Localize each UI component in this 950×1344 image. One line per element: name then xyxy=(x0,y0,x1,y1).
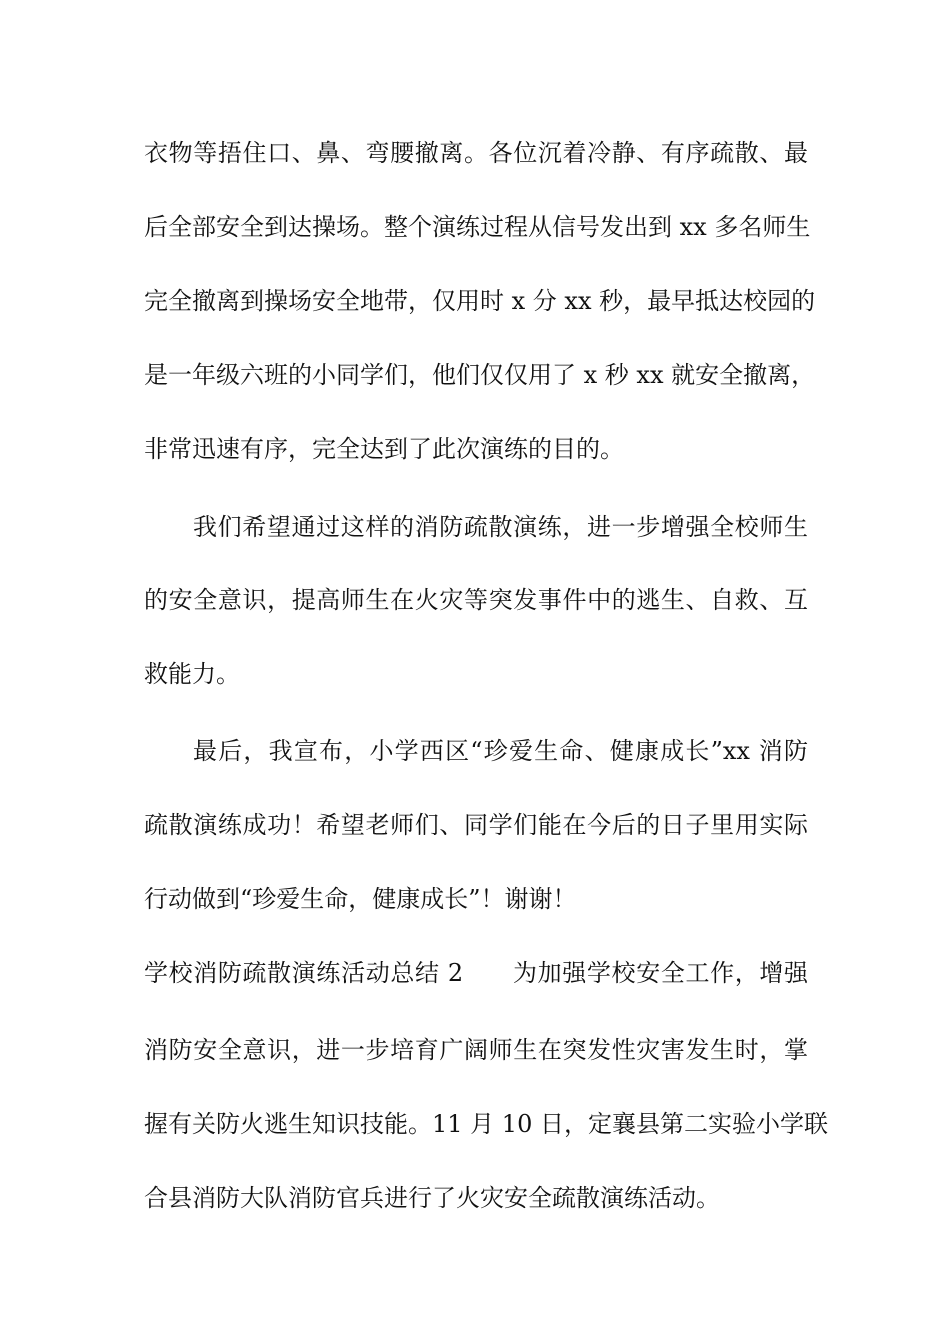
text-line: 完全撤离到操场安全地带，仅用时 x 分 xx 秒，最早抵达校园的 xyxy=(144,287,816,315)
text-line: 学校消防疏散演练活动总结 2 为加强学校安全工作，增强 xyxy=(144,959,808,987)
text-line: 的安全意识，提高师生在火灾等突发事件中的逃生、自救、互 xyxy=(144,586,808,614)
text-line: 最后，我宣布，小学西区“珍爱生命、健康成长”xx 消防 xyxy=(193,737,808,765)
text-line: 疏散演练成功！希望老师们、同学们能在今后的日子里用实际 xyxy=(144,811,808,839)
text-line: 衣物等捂住口、鼻、弯腰撤离。各位沉着冷静、有序疏散、最 xyxy=(144,139,808,167)
text-line: 握有关防火逃生知识技能。11 月 10 日，定襄县第二实验小学联 xyxy=(144,1110,828,1138)
text-line: 消防安全意识，进一步培育广阔师生在突发性灾害发生时，掌 xyxy=(144,1036,808,1064)
text-line: 我们希望通过这样的消防疏散演练，进一步增强全校师生 xyxy=(193,513,808,541)
text-line: 是一年级六班的小同学们，他们仅仅用了 x 秒 xx 就安全撤离， xyxy=(144,361,816,389)
text-line: 后全部安全到达操场。整个演练过程从信号发出到 xx 多名师生 xyxy=(144,213,811,241)
text-line: 非常迅速有序，完全达到了此次演练的目的。 xyxy=(144,435,624,463)
text-line: 救能力。 xyxy=(144,660,240,688)
text-line: 行动做到“珍爱生命，健康成长”！谢谢！ xyxy=(144,885,577,913)
text-line: 合县消防大队消防官兵进行了火灾安全疏散演练活动。 xyxy=(144,1184,720,1212)
